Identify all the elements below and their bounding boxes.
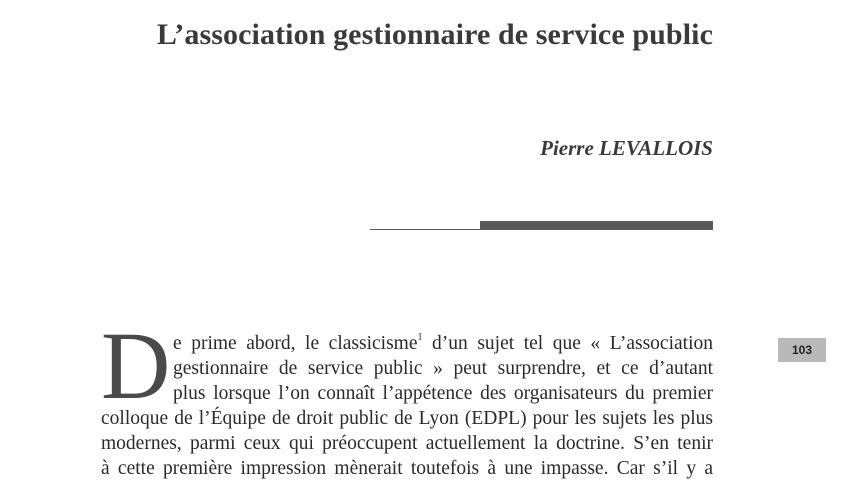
divider-thick-segment bbox=[480, 221, 713, 230]
body-line-1: e prime abord, le classicisme$^1$ d’un sujet tel que « L’association bbox=[173, 331, 713, 354]
body-line-3: plus lorsque l’on connaît l’appétence des organisateurs du premier bbox=[173, 383, 713, 404]
body-line-6: à cette première impression mènerait toutefois à une impasse. Car s’il y a bbox=[101, 458, 713, 479]
author-name: Pierre LEVALLOIS bbox=[540, 136, 713, 160]
page-number-tab: 103 bbox=[778, 338, 826, 362]
divider-thin-segment bbox=[370, 229, 480, 230]
drop-cap-letter: D bbox=[101, 312, 171, 419]
body-line-4: colloque de l’Équipe de droit public de Lyon (EDPL) pour les sujets les plus bbox=[101, 408, 713, 429]
title-divider bbox=[370, 221, 713, 230]
body-line-2: gestionnaire de service public » peut surprendre, et ce d’autant bbox=[173, 358, 713, 379]
footnote-reference[interactable]: 1 bbox=[417, 331, 423, 343]
body-line-5: modernes, parmi ceux qui préoccupent actuellement la doctrine. S’en tenir bbox=[101, 433, 713, 454]
article-title: L’association gestionnaire de service public bbox=[156, 18, 713, 51]
article-body bbox=[101, 331, 713, 481]
